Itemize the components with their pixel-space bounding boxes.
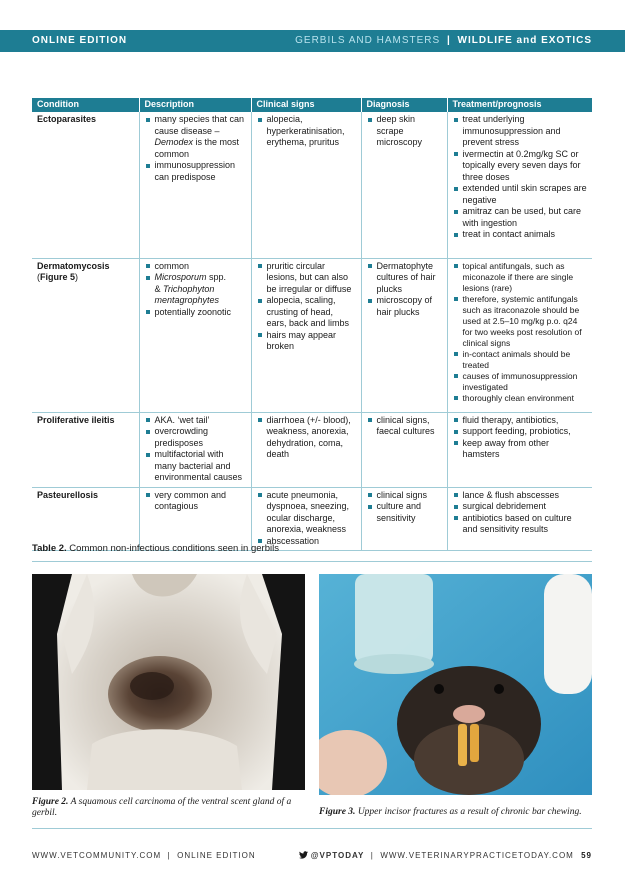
list-item: AKA. ‘wet tail’ [145, 415, 246, 427]
list-item: hairs may appear broken [257, 330, 356, 353]
clinical-signs-cell [251, 112, 361, 258]
list-item: many species that can cause disease – Demodex is the most common [145, 114, 246, 160]
column-header: Clinical signs [251, 98, 361, 112]
list-item: therefore, systemic antifungals such as itraconazole should be used at 2.5–10 mg/kg p.o. q24 for two weeks post resolution of clinical signs [453, 294, 588, 349]
list-item: surgical debridement [453, 501, 588, 513]
hamster-incisor-image [319, 574, 592, 795]
section-name: GERBILS AND HAMSTERS [295, 35, 441, 46]
species-name: Microsporum [154, 272, 207, 282]
description-cell [139, 412, 251, 487]
description-cell [139, 487, 251, 551]
list-item: treat underlying immunosuppression and prevent stress [453, 114, 588, 149]
list-item: multifactorial with many bacterial and environmental causes [145, 449, 246, 484]
list-item: keep away from other hamsters [453, 438, 588, 461]
list-item: lance & flush abscesses [453, 490, 588, 502]
treatment-cell [447, 487, 592, 551]
figure-reference: Figure 5 [40, 272, 76, 282]
gerbil-ventral-image [32, 574, 305, 790]
edition-label: ONLINE EDITION [32, 35, 128, 46]
list-item: Microsporum spp. & Trichophyton mentagrophytes [145, 272, 246, 307]
condition-cell: Dermatomycosis (Figure 5) [32, 258, 139, 412]
list-item: alopecia, scaling, crusting of head, ears, back and limbs [257, 295, 356, 330]
list-item: antibiotics based on culture and sensitivity results [453, 513, 588, 536]
section-title [295, 35, 592, 46]
table-row [32, 487, 592, 551]
table-row [32, 258, 592, 412]
list-item: deep skin scrape microscopy [367, 114, 442, 149]
footer-url[interactable]: | WWW.VETERINARYPRACTICETODAY.COM [364, 851, 574, 860]
condition-name: Proliferative ileitis [32, 412, 139, 487]
table-header-row [32, 98, 592, 112]
clinical-signs-cell [251, 412, 361, 487]
footer-right [299, 851, 592, 860]
conditions-table [32, 98, 592, 551]
list-item: pruritic circular lesions, but can also be irregular or diffuse [257, 261, 356, 296]
list-item: in-contact animals should be treated [453, 349, 588, 371]
diagnosis-cell [361, 487, 447, 551]
list-item: immunosuppression can predispose [145, 160, 246, 183]
diagnosis-cell [361, 258, 447, 412]
list-item: clinical signs [367, 490, 442, 502]
list-item: acute pneumonia, dyspnoea, sneezing, ocular discharge, anorexia, weakness [257, 490, 356, 536]
species-name: Trichophyton mentagrophytes [154, 283, 220, 305]
figure-2-caption: Figure 2. A squamous cell carcinoma of the ventral scent gland of a gerbil. [32, 797, 292, 818]
diagnosis-cell [361, 412, 447, 487]
condition-name: Ectoparasites [32, 112, 139, 258]
figure-3-photo [319, 574, 592, 795]
description-cell [139, 258, 251, 412]
header-separator: | [446, 35, 451, 46]
species-name: Demodex [154, 137, 194, 147]
list-item: fluid therapy, antibiotics, [453, 415, 588, 427]
condition-name: Pasteurellosis [32, 487, 139, 551]
list-item: support feeding, probiotics, [453, 426, 588, 438]
page-number: 59 [581, 851, 592, 860]
column-header: Treatment/prognosis [447, 98, 592, 112]
table-row [32, 112, 592, 258]
table-caption: Table 2. Common non-infectious conditions seen in gerbils [32, 543, 279, 554]
list-item: abscessation [257, 536, 356, 548]
diagnosis-cell [361, 112, 447, 258]
footer-divider [32, 828, 592, 829]
clinical-signs-cell [251, 258, 361, 412]
table-caption-label: Table 2. [32, 543, 67, 554]
list-item: alopecia, hyperkeratinisation, erythema, pruritus [257, 114, 356, 149]
list-item: ivermectin at 0.2mg/kg SC or topically every seven days for three doses [453, 149, 588, 184]
list-item: potentially zoonotic [145, 307, 246, 319]
list-item: thoroughly clean environment [453, 393, 588, 404]
list-item: very common and contagious [145, 490, 246, 513]
figure-2-label: Figure 2. [32, 797, 69, 807]
figure-3-caption: Figure 3. Upper incisor fractures as a result of chronic bar chewing. [319, 807, 582, 817]
header-bar [0, 30, 625, 52]
list-item: causes of immunosuppression investigated [453, 371, 588, 393]
list-item: overcrowding predisposes [145, 426, 246, 449]
list-item: amitraz can be used, but care with ingestion [453, 206, 588, 229]
divider [32, 561, 592, 562]
list-item: common [145, 261, 246, 273]
column-header: Condition [32, 98, 139, 112]
clinical-signs-cell [251, 487, 361, 551]
column-header: Diagnosis [361, 98, 447, 112]
list-item: topical antifungals, such as miconazole if there are single lesions (rare) [453, 261, 588, 294]
list-item: diarrhoea (+/- blood), weakness, anorexia, dehydration, coma, death [257, 415, 356, 461]
list-item: microscopy of hair plucks [367, 295, 442, 318]
twitter-handle[interactable]: @VPTODAY [310, 851, 365, 860]
condition-name: Dermatomycosis [37, 260, 110, 271]
figure-3-label: Figure 3. [319, 807, 356, 817]
category-name: WILDLIFE and EXOTICS [457, 35, 592, 46]
list-item: treat in contact animals [453, 229, 588, 241]
description-cell [139, 112, 251, 258]
footer-website: WWW.VETCOMMUNITY.COM | ONLINE EDITION [32, 851, 256, 860]
treatment-cell [447, 412, 592, 487]
column-header: Description [139, 98, 251, 112]
table-row [32, 412, 592, 487]
treatment-cell [447, 112, 592, 258]
treatment-cell [447, 258, 592, 412]
list-item: culture and sensitivity [367, 501, 442, 524]
list-item: extended until skin scrapes are negative [453, 183, 588, 206]
figure-2-photo [32, 574, 305, 790]
twitter-bird-icon [299, 851, 308, 859]
list-item: Dermatophyte cultures of hair plucks [367, 261, 442, 296]
list-item: clinical signs, faecal cultures [367, 415, 442, 438]
